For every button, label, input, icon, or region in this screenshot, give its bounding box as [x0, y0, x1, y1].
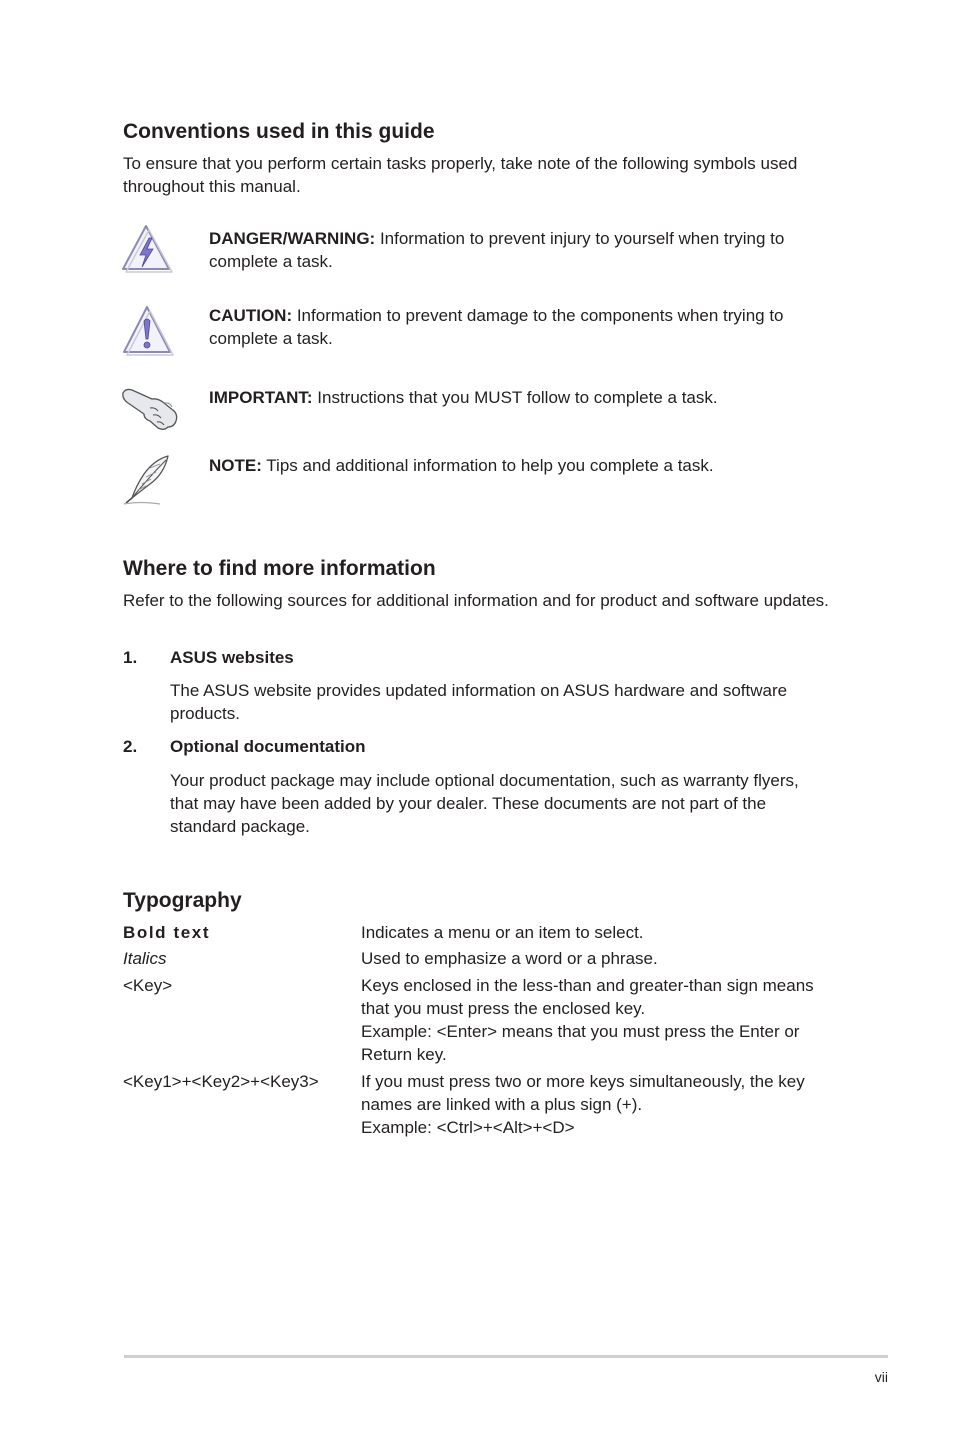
list-number: 2. [123, 737, 138, 756]
caution-exclamation-icon [120, 304, 182, 360]
notice-important [209, 386, 829, 409]
typography-description: Indicates a menu or an item to select. [361, 923, 644, 942]
more-info-intro: Refer to the following sources for additional information and for product and software updates. [123, 591, 829, 610]
typography-example: Example: <Ctrl>+<Alt>+<D> [361, 1118, 575, 1137]
footer-rule [124, 1355, 888, 1358]
typography-heading: Typography [123, 889, 242, 912]
typography-description: If you must press two or more keys simultaneously, the key names are linked with a plus sign (+). [361, 1072, 805, 1114]
typography-term: Italics [123, 949, 167, 968]
page-number: vii [874, 1369, 888, 1385]
typography-description: Used to emphasize a word or a phrase. [361, 949, 658, 968]
notice-danger-warning [209, 227, 829, 273]
list-item-title: ASUS websites [170, 648, 294, 667]
feather-pen-icon [120, 452, 182, 508]
typography-term: <Key> [123, 976, 173, 995]
notice-label: DANGER/WARNING: [209, 229, 376, 248]
notice-text: Tips and additional information to help you complete a task. [261, 456, 714, 475]
typography-term: <Key1>+<Key2>+<Key3> [123, 1072, 319, 1091]
conventions-heading: Conventions used in this guide [123, 120, 435, 143]
notice-text: Information to prevent damage to the components when trying to complete a task. [209, 306, 784, 348]
notice-label: IMPORTANT: [209, 388, 313, 407]
pointing-hand-icon [120, 381, 182, 437]
more-info-heading: Where to find more information [123, 557, 436, 580]
notice-label: NOTE: [209, 456, 262, 475]
notice-note [209, 454, 829, 477]
list-item-title: Optional documentation [170, 737, 366, 756]
conventions-intro: To ensure that you perform certain tasks properly, take note of the following symbols used throughout this manual. [123, 154, 798, 196]
typography-example: Example: <Enter> means that you must press the Enter or Return key. [361, 1022, 800, 1064]
notice-text: Information to prevent injury to yourself when trying to complete a task. [209, 229, 785, 271]
typography-term: Bold text [123, 923, 211, 942]
warning-lightning-icon [120, 222, 182, 278]
list-number: 1. [123, 648, 138, 667]
typography-description: Keys enclosed in the less-than and greater-than sign means that you must press the enclosed key. [361, 976, 814, 1018]
notice-text: Instructions that you MUST follow to complete a task. [312, 388, 718, 407]
list-item-body: The ASUS website provides updated information on ASUS hardware and software products. [170, 681, 788, 723]
notice-label: CAUTION: [209, 306, 293, 325]
list-item-body: Your product package may include optional documentation, such as warranty flyers, that may have been added by your dealer. These documents are not part of the standard package. [170, 771, 799, 836]
notice-caution [209, 304, 829, 350]
